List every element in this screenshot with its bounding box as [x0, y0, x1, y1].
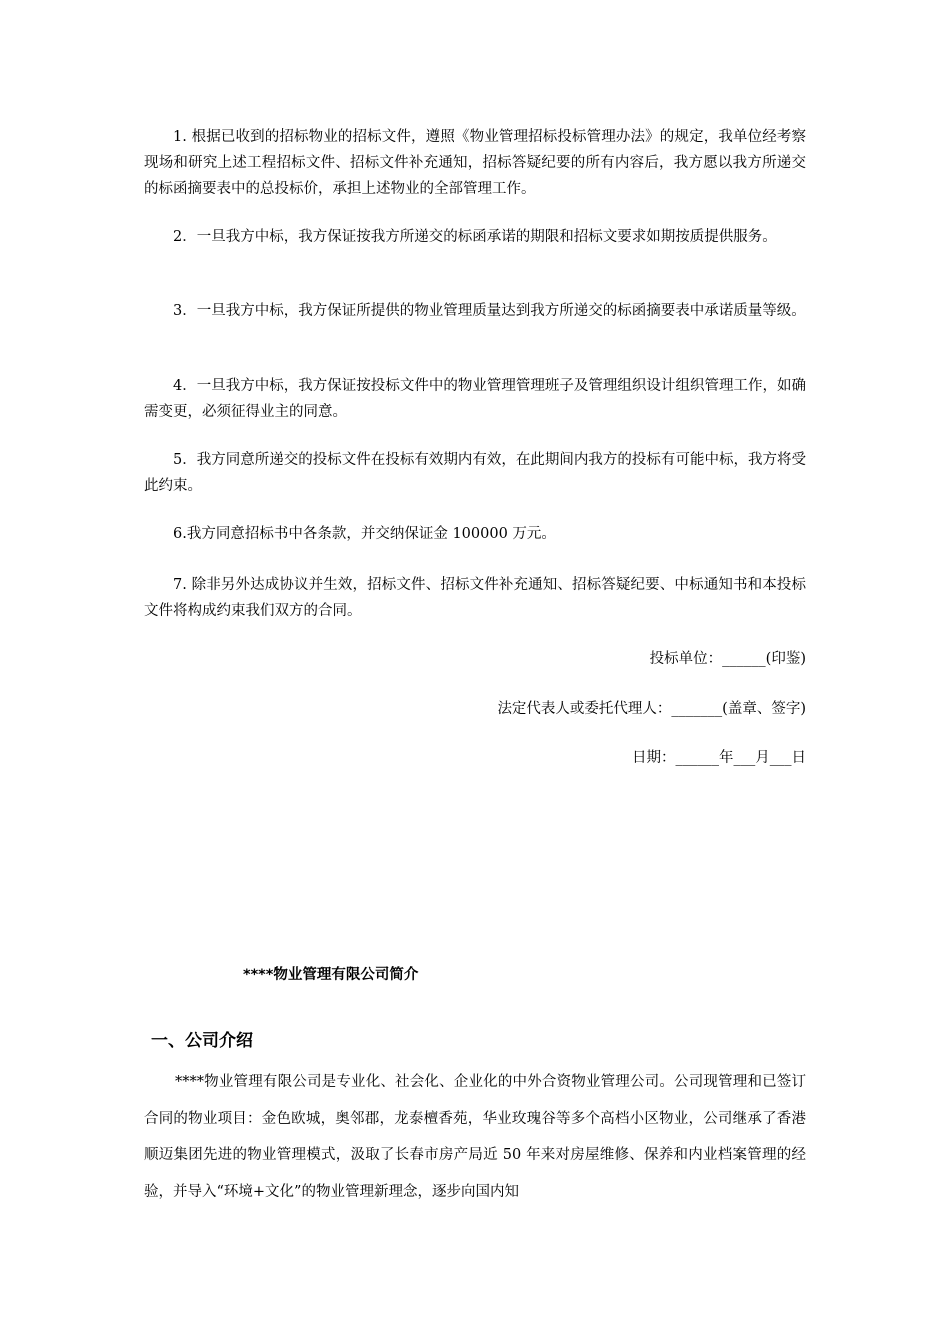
clause-6: 6.我方同意招标书中各条款，并交纳保证金 100000 万元。 — [173, 526, 556, 542]
clause-3: 3．一旦我方中标，我方保证所提供的物业管理质量达到我方所递交的标函摘要表中承诺质量等级。 — [173, 303, 806, 319]
clause-2: 2．一旦我方中标，我方保证按我方所递交的标函承诺的期限和招标文要求如期按质提供服务。 — [173, 229, 777, 245]
clause-4: 4．一旦我方中标，我方保证按投标文件中的物业管理管理班子及管理组织设计组织管理工作，如确需变更，必须征得业主的同意。 — [144, 378, 806, 420]
clause-1: 1. 根据已收到的招标物业的招标文件，遵照《物业管理招标投标管理办法》的规定，我单位经考察现场和研究上述工程招标文件、招标文件补充通知，招标答疑纪要的所有内容后，我方愿以我方所递交的标函摘要表中的总投标价，承担上述物业的全部管理工作。 — [144, 129, 806, 197]
clause-5: 5．我方同意所递交的投标文件在投标有效期内有效，在此期间内我方的投标有可能中标，我方将受此约束。 — [144, 452, 806, 494]
date-line: 日期：______年___月___日 — [632, 750, 806, 766]
company-intro-paragraph: ****物业管理有限公司是专业化、社会化、企业化的中外合资物业管理公司。公司现管理和已签订合同的物业项目：金色欧城，奥邻郡，龙泰檀香苑，华业玫瑰谷等多个高档小区物业，公司继承了香港顺迈集团先进的物业管理模式，汲取了长春市房产局近 50 年来对房屋维修、保养和内业档案管理的经验，并导入“环境+文化”的物业管理新理念，逐步向国内知 — [144, 1074, 806, 1200]
section-heading: 一、公司介绍 — [151, 1031, 253, 1051]
bidder-signature-line: 投标单位：______(印鉴) — [649, 651, 806, 667]
clause-7: 7. 除非另外达成协议并生效，招标文件、招标文件补充通知、招标答疑纪要、中标通知书和本投标文件将构成约束我们双方的合同。 — [144, 577, 806, 619]
representative-signature-line: 法定代表人或委托代理人：_______(盖章、签字) — [497, 701, 806, 717]
company-profile-title: ****物业管理有限公司简介 — [243, 967, 419, 983]
